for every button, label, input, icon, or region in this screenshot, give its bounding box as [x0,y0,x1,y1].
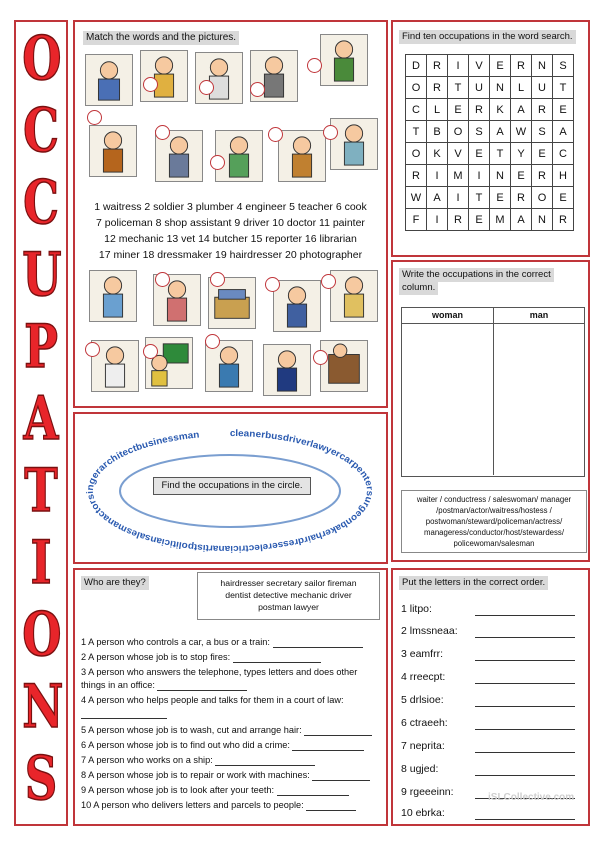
grid-cell[interactable]: I [448,187,469,209]
grid-cell[interactable]: R [427,55,448,77]
grid-cell[interactable]: I [427,165,448,187]
scrambled-word: 6 ctraeeh: [401,717,448,729]
answer-circle[interactable] [210,272,225,287]
picture-1 [85,54,133,106]
columns-instruction-2: column. [399,281,438,295]
grid-cell[interactable]: I [427,209,448,231]
grid-cell[interactable]: R [511,187,532,209]
grid-cell[interactable]: R [553,209,574,231]
word-list-line: 17 miner 18 dressmaker 19 hairdresser 20 photographer [98,249,363,261]
wordsearch-section [391,20,590,257]
title-letter: I [30,528,52,598]
answer-line[interactable] [475,637,575,638]
answer-circle[interactable] [321,274,336,289]
picture-14 [273,280,321,332]
title-letter: P [24,312,58,382]
column-divider [493,323,494,475]
picture-9 [278,130,326,182]
word-bank-line: manageress/conductor/host/stewardess/ [424,528,564,537]
title-letter: N [22,672,64,742]
grid-cell[interactable]: N [490,77,511,99]
grid-cell[interactable]: R [406,165,427,187]
grid-cell[interactable]: L [511,77,532,99]
answer-line[interactable] [475,660,575,661]
grid-cell[interactable]: N [490,165,511,187]
title-letter: U [22,240,62,310]
scrambled-word: 3 eamfrr: [401,648,444,660]
grid-cell[interactable]: E [490,55,511,77]
answer-circle[interactable] [155,272,170,287]
grid-cell[interactable]: K [427,143,448,165]
title-letter: C [23,96,59,166]
who-instruction: Who are they? [81,576,149,590]
answer-blank[interactable] [215,756,315,766]
question-text: 2 A person whose job is to stop fires: [81,652,231,662]
wordsearch-instruction: Find ten occupations in the word search. [399,30,576,44]
grid-cell[interactable]: E [532,143,553,165]
grid-cell[interactable]: R [448,209,469,231]
grid-cell[interactable]: I [448,55,469,77]
word-bank-line: waiter / conductress / saleswoman/ manager [416,495,572,504]
grid-cell[interactable]: U [532,77,553,99]
grid-cell[interactable]: Y [511,143,532,165]
grid-cell[interactable]: L [427,99,448,121]
answer-line[interactable] [475,729,575,730]
answer-circle[interactable] [85,342,100,357]
question-3 [81,666,357,678]
title-column [14,20,68,826]
grid-cell[interactable]: R [427,77,448,99]
answer-circle[interactable] [307,58,322,73]
picture-5 [320,34,368,86]
man-column-header: man [494,308,584,324]
answer-blank[interactable] [273,638,363,648]
who-word-bank [197,572,380,620]
grid-cell[interactable]: E [469,209,490,231]
grid-cell[interactable]: A [490,121,511,143]
wordsearch-grid [405,54,574,231]
grid-cell[interactable]: I [469,165,490,187]
grid-cell[interactable]: U [469,77,490,99]
grid-cell[interactable]: A [511,99,532,121]
grid-cell[interactable]: T [406,121,427,143]
word-bank-box [401,490,587,553]
question-10 [81,799,356,811]
grid-cell[interactable]: K [490,99,511,121]
grid-cell[interactable]: S [553,55,574,77]
answer-blank[interactable] [304,726,372,736]
scrambled-word: 9 rgeeeinn: [401,786,454,798]
grid-cell[interactable]: N [532,209,553,231]
columns-instruction-1: Write the occupations in the correct [399,268,554,282]
scrambled-word: 1 litpo: [401,603,432,615]
question-text: things in an office: [81,680,155,690]
picture-3 [195,52,243,104]
word-bank-line: policewoman/salesman [453,539,535,548]
question-text: 9 A person whose job is to look after your teeth: [81,785,275,795]
grid-cell[interactable]: S [469,121,490,143]
grid-cell[interactable]: E [553,99,574,121]
title-letter: A [23,384,59,454]
question-text: 8 A person whose job is to repair or work with machines: [81,770,310,780]
grid-cell[interactable]: E [448,99,469,121]
grid-cell[interactable]: O [532,187,553,209]
answer-blank[interactable] [157,681,247,691]
grid-cell[interactable]: D [406,55,427,77]
question-4 [81,694,344,706]
answer-circle[interactable] [143,344,158,359]
question-text: 7 A person who works on a ship: [81,755,213,765]
columns-table [401,307,585,477]
scramble-section [391,568,590,826]
grid-cell[interactable]: R [511,55,532,77]
columns-section [391,260,590,562]
grid-cell[interactable]: O [448,121,469,143]
grid-cell[interactable]: N [532,55,553,77]
grid-cell[interactable]: R [532,165,553,187]
grid-cell[interactable]: W [406,187,427,209]
watermark: iSLCollective.com [488,792,575,803]
grid-cell[interactable]: R [469,99,490,121]
grid-cell[interactable]: E [511,165,532,187]
answer-blank[interactable] [81,709,167,719]
scrambled-word: 8 ugjed: [401,763,439,775]
picture-2 [140,50,188,102]
scrambled-word: 10 ebrka: [401,807,445,819]
answer-circle[interactable] [268,127,283,142]
picture-6 [89,125,137,177]
word-list-line: 7 policeman 8 shop assistant 9 driver 10 doctor 11 painter [96,217,365,229]
picture-10 [330,118,378,170]
word-list-line: 12 mechanic 13 vet 14 butcher 15 reporter 16 librarian [104,233,357,245]
title-letter: S [24,744,58,814]
question-2 [81,651,321,663]
word-list-line: 1 waitress 2 soldier 3 plumber 4 engineer 5 teacher 6 cook [94,201,367,213]
title-letter: O [22,600,62,670]
question-7 [81,754,315,766]
grid-cell[interactable]: B [427,121,448,143]
answer-circle[interactable] [313,350,328,365]
picture-15 [330,270,378,322]
answer-circle[interactable] [143,77,158,92]
question-text: 6 A person whose job is to find out who did a crime: [81,740,290,750]
question-8 [81,769,370,781]
grid-cell[interactable]: S [532,121,553,143]
woman-column-header: woman [402,308,494,324]
grid-cell[interactable]: R [532,99,553,121]
scrambled-word: 4 rreecpt: [401,671,446,683]
answer-circle[interactable] [250,82,265,97]
who-bank-line: hairdresser secretary sailor fireman [220,578,357,588]
grid-cell[interactable]: T [469,187,490,209]
grid-cell[interactable]: O [406,77,427,99]
scramble-instruction: Put the letters in the correct order. [399,576,548,590]
grid-cell[interactable]: C [553,143,574,165]
grid-cell[interactable]: A [511,209,532,231]
answer-line[interactable] [475,775,575,776]
grid-cell[interactable]: V [448,143,469,165]
match-section [73,20,388,408]
grid-cell[interactable]: E [469,143,490,165]
man-answer-area[interactable] [496,326,582,472]
answer-circle[interactable] [323,125,338,140]
title-letter: C [23,168,59,238]
answer-line[interactable] [475,752,575,753]
question-9 [81,784,349,796]
answer-line[interactable] [475,683,575,684]
word-bank-line: /postman/actor/waitress/hostess / [436,506,552,515]
answer-line[interactable] [475,615,575,616]
answer-circle[interactable] [265,277,280,292]
answer-line[interactable] [475,706,575,707]
answer-circle[interactable] [87,110,102,125]
grid-cell[interactable]: T [490,143,511,165]
grid-cell[interactable]: M [490,209,511,231]
question-3-cont [81,679,247,691]
answer-blank[interactable] [312,771,370,781]
word-bank-line: postwoman/steward/policeman/actress/ [425,517,563,526]
picture-11 [89,270,137,322]
grid-cell[interactable]: A [427,187,448,209]
question-text: 5 A person whose job is to wash, cut and arrange hair: [81,725,302,735]
grid-cell[interactable]: F [406,209,427,231]
question-4-cont [81,707,167,719]
who-section [73,568,388,826]
question-6 [81,739,364,751]
picture-20 [320,340,368,392]
question-5 [81,724,372,736]
grid-cell[interactable]: V [469,55,490,77]
title-letter: T [24,456,58,526]
title-letter: O [22,24,62,94]
answer-blank[interactable] [306,801,356,811]
scrambled-word: 5 drlsioe: [401,694,444,706]
circle-instruction: Find the occupations in the circle. [153,477,311,495]
grid-cell[interactable]: A [553,121,574,143]
grid-cell[interactable]: E [490,187,511,209]
grid-cell[interactable]: T [448,77,469,99]
grid-cell[interactable]: E [553,187,574,209]
who-bank-line: postman lawyer [258,602,319,612]
picture-19 [263,344,311,396]
grid-cell[interactable]: W [511,121,532,143]
answer-blank[interactable] [233,653,321,663]
grid-cell[interactable]: T [553,77,574,99]
answer-circle[interactable] [210,155,225,170]
who-bank-line: dentist detective mechanic driver [225,590,352,600]
grid-cell[interactable]: H [553,165,574,187]
grid-cell[interactable]: C [406,99,427,121]
answer-circle[interactable] [205,334,220,349]
answer-circle[interactable] [155,125,170,140]
scrambled-word: 7 neprita: [401,740,445,752]
question-text: 10 A person who delivers letters and parcels to people: [81,800,304,810]
scrambled-word: 2 lmssneaa: [401,625,458,637]
answer-line[interactable] [475,819,575,820]
answer-blank[interactable] [292,741,364,751]
circle-section [73,412,388,564]
question-text: 1 A person who controls a car, a bus or a train: [81,637,270,647]
ring-text: cleanerbusdriverlawyercarpentersurgeonbakerhairdresserelectricianartistpoliticiansalesmanactorsingerarchitectbusinessman [84,427,376,555]
woman-answer-area[interactable] [404,326,490,472]
match-instruction: Match the words and the pictures. [83,31,239,45]
question-text: 3 A person who answers the telephone, types letters and does other [81,667,358,677]
question-text: 4 A person who helps people and talks for them in a court of law: [81,695,344,705]
answer-circle[interactable] [199,80,214,95]
grid-cell[interactable]: M [448,165,469,187]
question-1 [81,636,363,648]
answer-blank[interactable] [277,786,349,796]
grid-cell[interactable]: O [406,143,427,165]
